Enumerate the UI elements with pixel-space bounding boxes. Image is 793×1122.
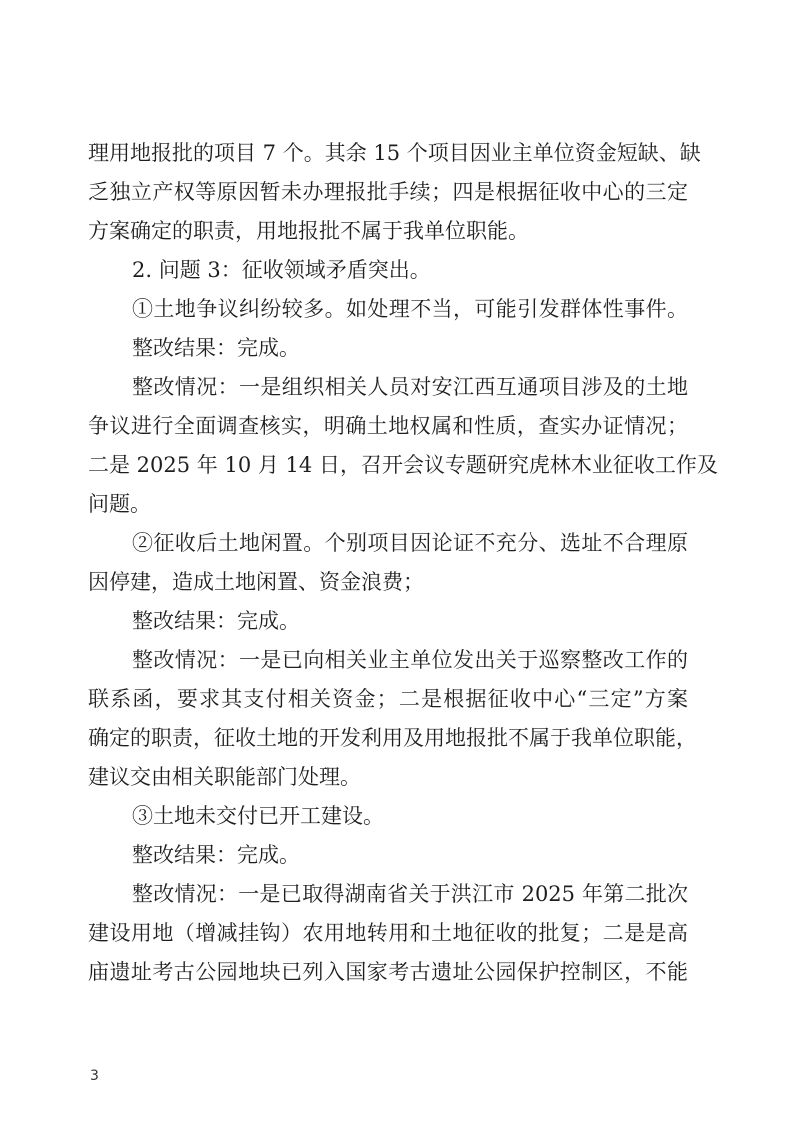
item-3-result: 整改结果：完成。 [132, 843, 300, 867]
item-2-result: 整改结果：完成。 [132, 609, 300, 633]
item-1-heading: ①土地争议纠纷较多。如处理不当，可能引发群体性事件。 [132, 297, 688, 321]
item-1-result: 整改结果：完成。 [132, 336, 300, 360]
item-3-status-line-3: 庙遗址考古公园地块已列入国家考古遗址公园保护控制区，不能 [88, 960, 688, 984]
item-3-status-line-2: 建设用地（增减挂钩）农用地转用和土地征收的批复；二是是高 [88, 921, 688, 945]
text-line-3: 方案确定的职责，用地报批不属于我单位职能。 [88, 219, 529, 243]
text-line-1: 理用地报批的项目 7 个。其余 15 个项目因业主单位资金短缺、缺 [88, 141, 701, 165]
item-1-status-line-1: 整改情况：一是组织相关人员对安江西互通项目涉及的土地 [132, 375, 688, 399]
item-1-status-line-4: 问题。 [88, 492, 151, 516]
item-2-status-line-2: 联系函，要求其支付相关资金；二是根据征收中心“三定”方案 [88, 687, 688, 711]
item-1-status-line-3: 二是 2025 年 10 月 14 日，召开会议专题研究虎林木业征收工作及 [88, 453, 718, 477]
item-2-heading-line-1: ②征收后土地闲置。个别项目因论证不充分、选址不合理原 [132, 531, 688, 555]
item-2-status-line-4: 建议交由相关职能部门处理。 [88, 765, 361, 789]
body-text [88, 134, 718, 992]
page-number: 3 [90, 1068, 99, 1084]
item-2-status-line-1: 整改情况：一是已向相关业主单位发出关于巡察整改工作的 [132, 648, 688, 672]
item-1-status-line-2: 争议进行全面调查核实，明确土地权属和性质，查实办证情况； [88, 414, 688, 438]
item-2-status-line-3: 确定的职责，征收土地的开发利用及用地报批不属于我单位职能， [88, 726, 697, 750]
text-line-2: 乏独立产权等原因暂未办理报批手续；四是根据征收中心的三定 [88, 180, 688, 204]
item-3-status-line-1: 整改情况：一是已取得湖南省关于洪江市 2025 年第二批次 [132, 882, 688, 906]
item-3-heading: ③土地未交付已开工建设。 [132, 804, 384, 828]
section-heading-problem-3: 2. 问题 3：征收领域矛盾突出。 [132, 258, 431, 282]
item-2-heading-line-2: 因停建，造成土地闲置、资金浪费； [88, 570, 424, 594]
